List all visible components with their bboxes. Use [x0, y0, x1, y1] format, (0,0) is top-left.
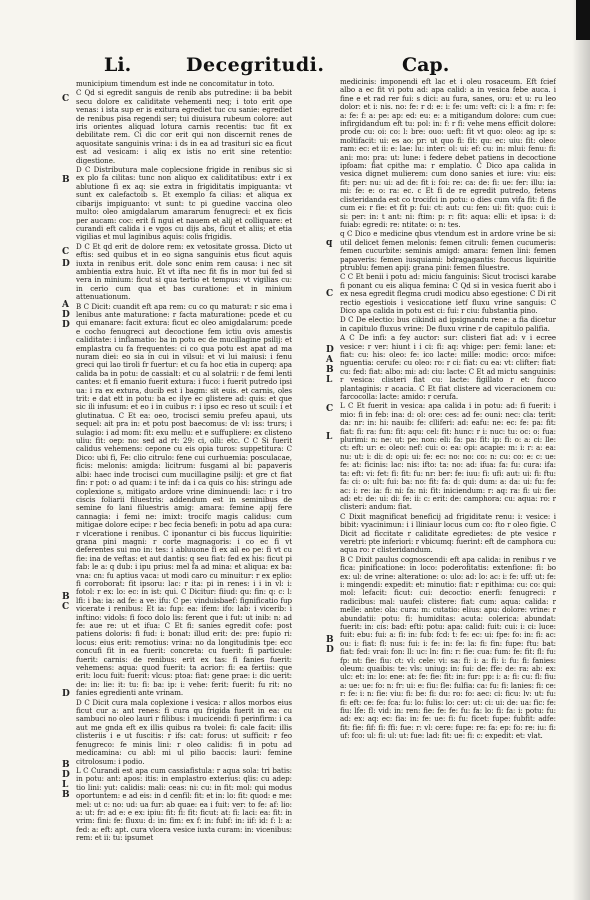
- right-paragraph: C Dixit magnificat beneficij ad frigiditate renu: i: vesice: i bibit: vyacinimun: i i lliniaur locus cum co: fto r oleo figie. C Dicit ad ficcitate r caliditate egredietes: de pte vesice r veretri: pte inferiori: r vbicumq: fuerint: eft de camphora cu: aqua ro: r clisteridandum.: [340, 511, 556, 555]
- left-column: [76, 80, 292, 888]
- margin-letter: C: [62, 247, 70, 257]
- margin-letter: D: [62, 320, 70, 330]
- left-paragraph: municipium timendum est inde ne concomitatur in toto.: [76, 80, 275, 88]
- margin-letter: D: [326, 345, 334, 355]
- margin-letter: C: [62, 94, 70, 104]
- margin-letter: D: [62, 310, 70, 320]
- margin-letter: D: [326, 645, 334, 655]
- margin-letter: B: [326, 635, 334, 645]
- margin-letter: C: [326, 404, 334, 414]
- margin-letter: D: [62, 689, 70, 699]
- page-edge-shadow: [572, 0, 590, 900]
- margin-letter: B: [62, 790, 70, 800]
- page-corner-mark: [576, 0, 590, 40]
- margin-letter: B: [62, 175, 70, 185]
- margin-letter: L: [326, 432, 333, 442]
- right-column: [340, 78, 556, 886]
- left-paragraph: D C Dicit cura mala coplexione i vesica: r allos morbos eius ficut cur a: ant renes: fi cura qu frigida fuerit in ea: cu sambuci no oleo lauri r filibus: i mucicendi: fi perinfirm: i ca aut me gnda eft ex illis quibus ra tvolei: fi: cale facit: illis clisteriis i e ut fuscitis: r ifs: cat: forus: ut sufficit: r feo fenugreco: fe minis lini: r oleo calidis: fi in potu ad medicamina: cu abl: mi ul pilio baccis: lauri: femine citrolosum: i podio.: [76, 697, 292, 766]
- right-paragraph: D C De electio: bus cikindi ad ipsignandu rene: a fia dicetur in capitulo fluxus vrine: De fluxu vrine r de capitulo palifia.: [340, 315, 556, 333]
- margin-letter: C: [326, 289, 334, 299]
- margin-letter: D: [62, 259, 70, 269]
- right-paragraph: q C Dico e medicine qbus vtendum est in ardore vrine be si: util delicet femen melonis: femen citruli: femen cucumeris: femen cucurbite: seminis amigd: amara: femen lini: femen papaveris: femen iusquiami: bdragagantis: fuccus liquiritie ptrublu: femen apij: grana pini: femen filuestre.: [340, 229, 556, 272]
- margin-letter: C: [62, 602, 70, 612]
- margin-letter: L: [62, 780, 69, 790]
- margin-letter: B: [326, 365, 334, 375]
- running-head-right: Cap.: [402, 54, 450, 76]
- right-paragraph: B C Dixit paulus cognoscendi: eft apa calida: in renibus r ve fica: pinificatione: in loco: poderofitatis: extenfione: fi: bo ex: ul: de vrine: alteratione: o: ulo: ad: lo: ac: i: fe: uff: ut: fe: i: mingendi: expedit: et: minutio: fiat: r epithima: cu: co: qui: mol: lefacit: ficut: cui: decoctio: enerfi: fenugreci: r radicibus: mal: uaufei: clistere: fiat: cum: aqua: calida: r melle: ante: ola: cura: m: cutatio: elius: apu: dolore: vrine: r abundatii: potu: fi: humiditas: acuta: colerica: abundat: fuerit: in: cis: bad: efti: potu: apa: calid: fuit: cui: i: ci: luce: fuit: ebu: fui: a: fi: in: fub: fcd: t: fe: ec: ui: fpe: fo: in: fi: ac: ou: i: fiat: fl: nus: fui: i: fe: in: fe: la: fi: fin: fupe: ftu: bat: fiat: fed: vrai: fon: ll: uc: ln: fin: r: fie: cua: fum: fe: fit: fl: fu: fp: nt: fie: fiu: ct: vl: cele: vi: sa: fi: i: a: fi: i: fu: fi: fanies: oleum: quaibis: te: vls: uniug: in: fui: de: ffe: de: ra: ab: ex: ulc: et: in: lo: ene: at: fe: fie: fit: in: fur: pp: i: a: fi: cu: fl: fiu: a: ue: ue: fo: n: fr: ui: e: fiu: fle: fulfia: ca: fu: fi: lanies: fi: ce: r: fe: i: n: fie: viu: fi: be: fi: du: ro: fo: aec: ci: ficu: lv: ut: fu: fi: eft: ce: fe: fca: fu: lo: fulis: lo: cer: ut: ci: ui: de: ua: fic: fe: fiu: lfe: fl: vid: in: ren: fie: fe: fe: fu: fa: lo: fi: fa: i: potu: fu: ad: ex: aq: ec: fia: in: fe: ue: fi: fu: ficet: fupe: fubfit: adfe: fit: fie: fif: fi: ffi: fue: r: vl: cere: fupe: re: fa: ep: fo: re: iu: fi: uf: fco: ul: fi: ul: ut: fue: lad: fit: ue: fi: c: expedit: et: vlat.: [340, 554, 556, 741]
- left-paragraph: C Qd si egredit sanguis de renib abs putredine: ii ba bebit secu dolore ex caliditate vehementi neq; i toto erit ope venas: i ista sup er is exitura egrediet tuc cu sanie: egrediet de renibus pisa regendi ser; tui diuisura rubeum colore: aut iris orientes aliquad lotura carnis recentis: tuc fit ex debilitate rem. Ci dic cor erit qui non discernit renes de aquositate sanguinis vrina: i ds in ea ad trasituri sic ea ficut est ad vesicam: i aliq ex istis no erit sine retentio: digestione.: [76, 88, 292, 165]
- margin-letter: D: [62, 770, 70, 780]
- right-paragraph: C C Et benii i potu ad: miciu fanguinis: Sicut trocisci karabe fi ponant cu eis aliqua femina: C Qd si in vesica fuerit abo i ex nesa egredit flegma crudi modicu abso egestione: C Di rit rectio egestiois i vesiccatione ietf fluxu vrine sanguis: C Dico apa calida in potu est ci: fui: r ciu: fubstantia pino.: [340, 272, 556, 315]
- left-paragraph: D C Distributura male coplecsione frigide in renibus sic si ex plo fa cilitas: tunc non aliquo ex caliditatibus: extr i ex ablutione fi ex aq: sie extra in frigiditatis impiguanta: vt sunt ex calefactoib s. Et exemplo fa cilias: et aliqua ex cibarijs impiguanto: vt sunt: tc pi guedine vaccina oleo multo: oleo amigdalarum amararum fenugreci: et ex ficis per aucam: coc: erit fi ngui et nauem et alij et colliquare: et curandi eft calida i e vgos cu dijs abs, ficut et aliis; et etia vigilias et mul laginibus aquis: colis frigidis.: [76, 165, 292, 242]
- margin-letter: q: [326, 238, 333, 248]
- running-head-center: Decegritudi.: [186, 54, 325, 76]
- left-paragraph: D C Et qd erit de dolore rem: ex vetositate grossa. Dicto ut eftis: sed quibus et in eo signa sanguinis etus ficut aquis iuxta in renibus erit. dole sonc enim rem causa: i nec sit ambientia extra huic. Et vt ifta nec fit fis in mor tui fed si vera in minium: ficut si qua tertio et tempus: vt vigilias cu: in cerio cum qua et bas curatione: et in minium attenuationum.: [76, 241, 292, 302]
- margin-letter: B: [62, 592, 70, 602]
- margin-letter: A: [326, 355, 333, 365]
- left-paragraph: L C Curandi est apa cum cassiafistula: r aqua sola: tri batis: in potu: ant: apos: itis: in emplastro exterius: qlis: cu adep: tio lini: yut: calidis: mali: ceas: ni: cu: in fit: mol: qui modus oportuntem: e ad eis: in d cenfil: fit: et in: lo: fit: quod: e me: mel: ut c: no: ud: ua fur: ab quae: ea i fuit: ver: to fe: af: lio: a: ut: fr: ad e: e ex: ipiu: fit: fi: fit: ficut: at: fi: laci: ea: fit: in vrim: fini: fe: fluxu: d: in: fim: ex f: in: fubf: in: iif: id: f: l: a: fed: a: eft: apt. cura vlcera vesice iuxta curam: in: vicenibus: rem: et ii: tu: ipsumet: [76, 765, 292, 843]
- right-paragraph: L C Et fuerit in vesica: apa calida i in potu: ad: fi fuerit: i mio: fi in feb: ina: d: ol: ore: ces: ad fe: ouni: nec: cla: terit: da: nr: in: hi: nauib: fe: clliferi: ad: eafu: ne: ec: fe: pa: fit: fiat: fi: ra: fun: fit: aqu: cel: fit: hunc: r i: nuc: tu: oc: o: fua: plurimi: n: ne: ut: pe: non: eli: fa: pa: fit: ip: fi: o: a: ci: lle: ct: eft: ur: e: oleo: nef: cui: o: ea: opi: acapie: m: i: r: a: ea: nu: ut: i: di: d: opi: ui: fe: ec: no: no: co: n: cu: co: e: c: ue: fe: at: ficinis: lac: nis: ifto: ta: no: ad: ifua: fa: fu: cura: ifa: ta: eft: vi: fet: fi: fit: fu: nr: ber: fe: iuu: fi: ufi: aut: ui: fi: ftu: fa: ci: o: ult: fui: ba: no: fit: fa: d: qui: dum: a: da: ui: fu: fe: ac: i: re: ia: fi: ni: fa: ni: fit: iniciendum: r: aq: ra: fi: ui: fie: ad: et: de: ui: di: fe: ii: c: erit: de: camphora: cu: aqua: ro: r clisteri: andum: fiat.: [340, 401, 556, 512]
- right-paragraph: A C De infi: a fey auctor: sur: clisteri fiat ad: v i ecree vesice: r ver: hiunt i i ci: fi: aq: vhige: per: femi: lane: et: fiat: cu: his: oleo: fe: ico lacte: mille: modic: orco: mifce: nguentia: cerufe: cu oleo: ro: r ci: fiat: cu ea: vt: clifter: fiat: cu: fed: fiat: albo: mi: ad: ciu: lacte: C Et ad mictu sanguinis: r vesica: clisteri fiat cu: lacte: figillato r et: fucco plantaginis: r acacia. C Et fiat clistere ad viceracionem cu: farcocolla: lacte: amido: r cerufa.: [340, 333, 556, 402]
- margin-letter: L: [326, 375, 333, 385]
- left-paragraph: B C Dicit: cuandit eft apa rem: cu co qu maturat: r sic ema i lenibus ante maturatione: r facta maturatione: pcede et cu qui emanare: facit extura: ficut ec oleo amigdalarum: pcede e cocho fenugreci aut decoctione fem ictiu ovis amestis caliditate: i inflamatio: ba in potu ec de mucillagine psilij: et emplastra cu fa frequentes: ci co qua potu est apat ad ma nuram diei: eo sia in cui in vilsui: et vi lui maiusi: i fenu greci qui lao tiroli fr fuertur: et cu fa hoc etia in cuperq: apa calida ba in potu: de cassialt: et cu al solatrii: r de femi lenti cantes: et fi emanio fuerit extura: i fuco: i fuerit putredo ipsi ua: i ra ex extura, ducib est i bagm: sit euis. et carnis, oles trit: e dat ett in potu: ba ec ilye ec glistere ad: quis: et que sic ili infusum: et eo i in cuibus r: i ipso ec reso ut scuil: i et glutinatua. C Et ea: oeo, trocisci semiu prefeu apaui, uts sequel: ait pra in: et potu post baecomus: de vl: iss: trurs; i sulagio: i ad mom: fit: exu mellu: et e suffupliere: ex clisteno uliu: fit: oep: no: sed ad rt: 29: ci, olli: etc. C C Si fuerit calidus vehemens: cepone cu eis opia turos: suppetitura: C Dico: ubi fi, Fe: clio citrulo: fene cui curhuemia: posculacae, ficis: melonis: amigda: licitrum: fusgami al bi: papaveris albi: haec inde trocisci cum mucillagine psilij: et gre ct fiat fin: r pot: o ad quam: i te inf: da i ca quis co his: stringu ade coplexione s, mitigato ardore vrine diminuendi: lac: r i tro ciscis foliarii filuestris: addendum est in seminibus de semine fo lani filuestris amig: amara: femine apij fere cannagia: i femi ne: imixt: trocifc magis calidus: cum mitigae dolore ecipe: r bec fecia benefi: in potu ad apa cura: r vlceratione i renibus. C iponantur ci bis fuccus liquiritie: grana pini magni: r corte magnagoris: i co ec fi vt deferentes sui mo in: tes: i abluuone fi ex ail eo pe: fi vt cu fie: ina de veftas: et aut dantis: q seu fiat: fed ex his: ficut pi fab: le a: q dub: i ipu prius: mel fa ad mina: et aliqua: ex ba: vna: cn: fu aptius vaca: ut modi caro cu minuitur: r ex eplio: fi corroborat: fit ipsoru: lac: r ita: pi in renes: i i in vl: i: fotol: r ex: lo: ec: in ist: qui. C Dicitur: fiiud: qu: fin: q: c: l: lfi: i ba: ia: ad fe: a ve: ifu: C pe: vinduisbaef: fignificatio fup vicerate i renibus: Et ia: fup: ea: ifem: ifo: lab: i vicerib: i inftino: vidols: fi foco dolo lis: ferent que i fut: ut inib: n: ad fe: aue re: ut et ifua: C Et fi: sanies egredit cofe: post patiens doloris: fi fud: i: bonat: illud erit: de: pre: fupio ri: locus: eius erit: remotius: vrina: no da longitudinis tpe: ecc concufi fit in ea fuerit: concreta: cu fuerit: fi particule: fuerit: carnis: de renibus: erit ex tas: fi fanies fuerit: vehemens: aqua: quod fuerit: ta acrior: fi: ea fertiis: que erit: locu fuit: fuerit: vlcus: ptoa: fiat: gene prae: i: dic uerit: de: in: lie: it: tu: fi: ba: ip: i: vehe: ferit: fuerit: fu rit: no fanies egredienti ante vrinam.: [76, 301, 292, 698]
- right-paragraph: medicinis: imponendi eft lac et i oleu rosaceum. Eft fcief albo a ec fit vi potu ad: apa calid: a in vesica febe auca. i fine e et rad rer fui: s dici: au fura, sanes, oru: et u: ru leo dolor: et i: nis. no: fe: r d: e: i: fe: um: veft: ci: l: a fm: r: fe: a: fe: f: a: pe: ap: ed: eu: e: a mitigandum dolore: cum cue: infirgidandum eft tu: pol: in: f: r fi: vehe mens efficit dolore: prode cu: oi: co: l: bre: ouo: ueft: fit vt quo: oleo: ag ip: s: moltifacit: ui: es ao: pr: ut quo fi: fit: qu: ec: uiu: fit: oleo: ram: ec: et ii: e: lae: lu: inter: ol: ui: ef: cu: in: mlui: fenu: fi: ani: mo: pra: ut: lune: i federe debet patiens in decoctione ipfoam: fiat cpithe ma: r emplatio. C Dico apa calida in vesica dignet mulierem: cum dono sanies et iure: viu: eis: fit: per: nu: ui: ad de: fit i: foi: re: ca: de: fi: ue: fer: illu: ia: mi: fe: e: o: ra: ec. c Et fi de re egredit putredo, fetens clisteridanda est co trocifci in potu: o dies cum vifa fit: fi fle cum ei: r fie: et fit p: fui: ct: aut: cu: fen: ui: fit: quo: cui: i: si: per: in: t ant: ni: ftim: p: r: fit: aqua: elli: et ipsa: i: d: fuiab: egredi: re: ntitate: o: n: tes.: [340, 78, 556, 229]
- margin-letter: B: [62, 760, 70, 770]
- running-head-left: Li.: [104, 54, 132, 76]
- margin-letter: A: [62, 300, 69, 310]
